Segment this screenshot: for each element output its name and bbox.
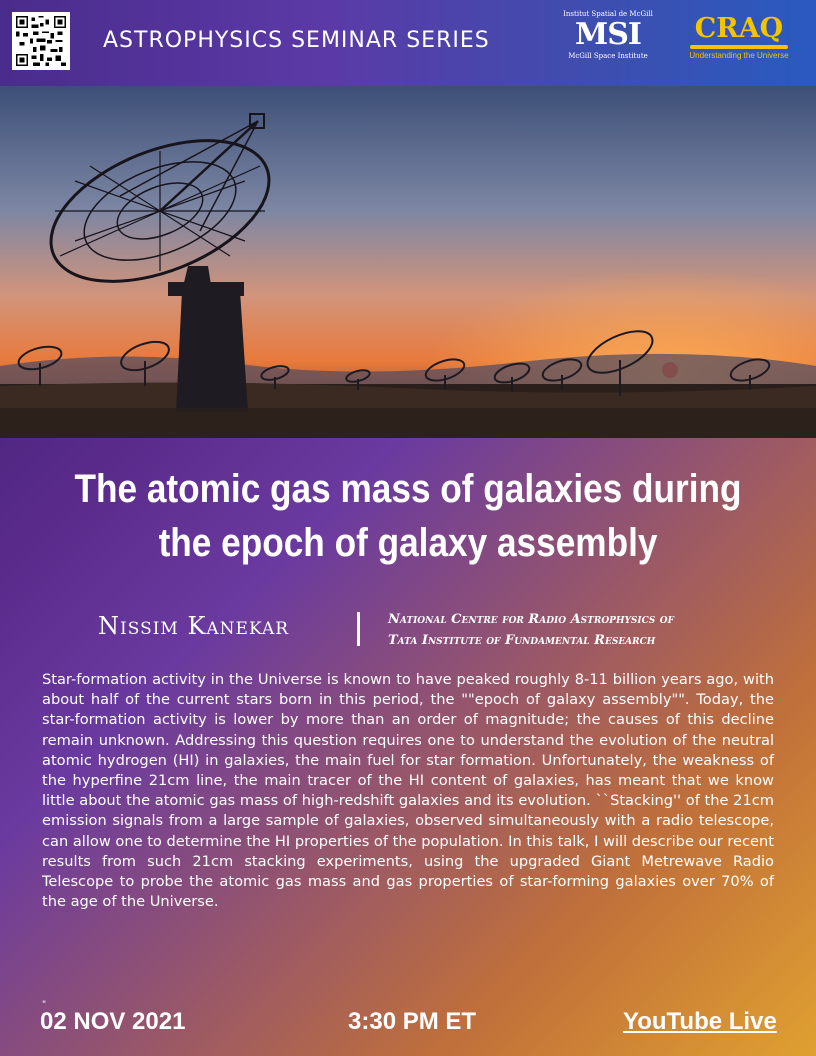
- craq-logo: [684, 14, 794, 60]
- speaker-name: Nissim Kanekar: [98, 612, 290, 640]
- craq-logo-swoosh: [690, 45, 788, 49]
- talk-title: The atomic gas mass of galaxies during the epoch of galaxy assembly: [74, 467, 742, 565]
- event-date: 02 NOV 2021: [40, 1008, 186, 1035]
- speaker-divider: [357, 612, 360, 646]
- radio-telescope-photo: [0, 86, 816, 438]
- affiliation-line-2: Tata Institute of Fundamental Research: [388, 633, 656, 648]
- craq-logo-mark: CRAQ: [694, 13, 784, 44]
- speaker-affiliation: [388, 609, 674, 651]
- series-title: ASTROPHYSICS SEMINAR SERIES: [103, 28, 490, 53]
- msi-logo-bottom: McGill Space Institute: [568, 52, 648, 60]
- msi-logo: [560, 10, 656, 72]
- header-banner: [0, 0, 816, 86]
- craq-logo-tagline: Understanding the Universe: [689, 51, 789, 60]
- affiliation-line-1: National Centre for Radio Astrophysics of: [388, 612, 675, 627]
- msi-logo-mark: MSI: [575, 17, 641, 52]
- event-time: 3:30 PM ET: [348, 1008, 477, 1035]
- youtube-live-link[interactable]: YouTube Live: [623, 1008, 777, 1035]
- qr-code-icon[interactable]: [12, 12, 70, 70]
- stray-quote-mark: ": [42, 1000, 47, 1010]
- msi-logo-top: Institut Spatial de McGill: [563, 10, 653, 18]
- talk-abstract: Star-formation activity in the Universe is known to have peaked roughly 8-11 billion years ago, with about half of the current stars born in this period, the ""epoch of galaxy assembly"". Today, the star-formation activity is lower by more than an order of magnitude; the causes of this decline remain unknown. Addressing this question requires one to understand the evolution of the neutral atomic hydrogen (HI) in galaxies, the main fuel for star formation. Unfortunately, the weakness of the hyperfine 21cm line, the main tracer of the HI content of galaxies, has meant that we know little about the atomic gas mass of high-redshift galaxies and its evolution. ``Stacking'' of the 21cm emission signals from a large sample of galaxies, observed simultaneously with a radio telescope, can allow one to determine the HI properties of the population. In this talk, I will describe our recent results from such 21cm stacking experiments, using the upgraded Giant Metrewave Radio Telescope to probe the atomic gas mass and gas properties of star-forming galaxies over 70% of the age of the Universe.: [42, 671, 775, 911]
